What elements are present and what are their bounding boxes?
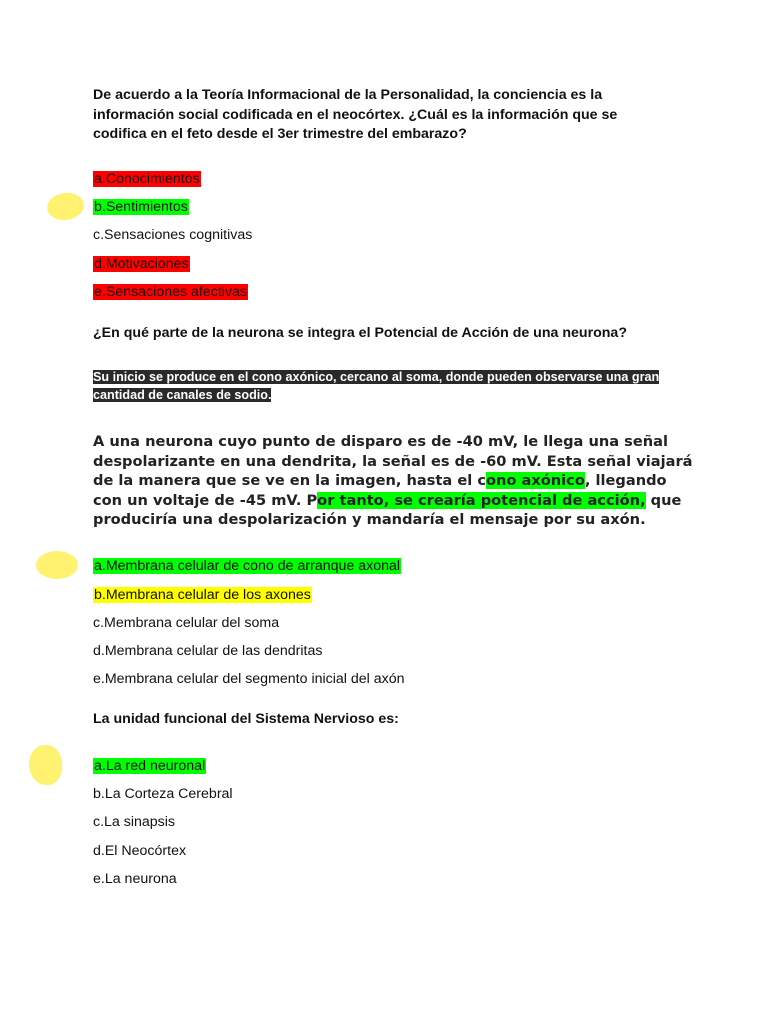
q3-option-d[interactable]: [93, 842, 186, 860]
q3-option-e[interactable]: [93, 870, 177, 888]
explanation-highlight-2: or tanto, se crearía potencial de acción,: [317, 491, 646, 509]
q3-option-a-label: a.La red neuronal: [94, 758, 206, 774]
explanation-part-3: que produciría una despolarización y mandaría el mensaje por su axón.: [93, 491, 682, 529]
question-2-text: ¿En qué parte de la neurona se integra el Potencial de Acción de una neurona?: [93, 325, 627, 341]
q2-option-b[interactable]: [93, 586, 312, 604]
q1-option-c[interactable]: [93, 226, 252, 244]
q3-option-d-label: d.El Neocórtex: [93, 843, 187, 859]
q2-option-e-label: e.Membrana celular del segmento inicial del axón: [93, 671, 405, 687]
q1-option-b-label: b.Sentimientos: [94, 199, 188, 215]
q3-option-a[interactable]: [93, 757, 206, 775]
q1-option-e[interactable]: [93, 283, 248, 301]
q3-option-b-label: b.La Corteza Cerebral: [93, 786, 233, 802]
question-1-text: De acuerdo a la Teoría Informacional de la Personalidad, la conciencia es la información social codificada en el neocórtex. ¿Cuál es la información que se codifica en el feto desde el 3er trimestre del embarazo?: [93, 87, 618, 142]
highlight-marker-1: [45, 191, 85, 223]
q2-option-a-label: a.Membrana celular de cono de arranque axonal: [94, 558, 401, 574]
q3-option-e-label: e.La neurona: [93, 871, 177, 887]
q2-option-a[interactable]: [93, 557, 401, 575]
question-3-text: La unidad funcional del Sistema Nervioso es:: [93, 711, 399, 727]
explanation-part-1: A una neurona cuyo punto de disparo es de -40 mV, le llega una señal despolarizante en una dendrita, la señal es de -60 mV. Esta señal viajará de la manera que se ve en la imagen, hasta el c: [93, 433, 693, 490]
explanation-highlight-1: ono axónico: [485, 472, 585, 490]
q2-option-e[interactable]: [93, 670, 405, 688]
q2-option-c[interactable]: [93, 614, 279, 632]
explanation-paragraph: [93, 432, 693, 530]
q1-option-d[interactable]: [93, 255, 190, 273]
explanation-part-2: , llegando con un voltaje de -45 mV. P: [93, 472, 667, 509]
answer-note-box: [93, 369, 673, 404]
q1-option-e-label: e.Sensaciones afectivas: [94, 284, 248, 300]
q2-option-d-label: d.Membrana celular de las dendritas: [93, 643, 323, 659]
q1-option-a[interactable]: [93, 170, 201, 188]
answer-note-text: Su inicio se produce en el cono axónico, cercano al soma, donde pueden observarse una gran cantidad de canales de sodio.: [93, 370, 660, 402]
q3-option-b[interactable]: [93, 785, 233, 803]
q1-option-d-label: d.Motivaciones: [94, 256, 189, 272]
q1-option-b[interactable]: [93, 198, 189, 216]
highlight-marker-2: [36, 551, 78, 579]
q2-option-c-label: c.Membrana celular del soma: [93, 615, 280, 631]
q2-option-d[interactable]: [93, 642, 323, 660]
highlight-marker-3: [29, 745, 62, 785]
q1-option-a-label: a.Conocimientos: [94, 171, 200, 187]
q2-option-b-label: b.Membrana celular de los axones: [94, 587, 311, 603]
q1-option-c-label: c.Sensaciones cognitivas: [93, 227, 253, 243]
q3-option-c-label: c.La sinapsis: [93, 814, 176, 830]
q3-option-c[interactable]: [93, 813, 175, 831]
